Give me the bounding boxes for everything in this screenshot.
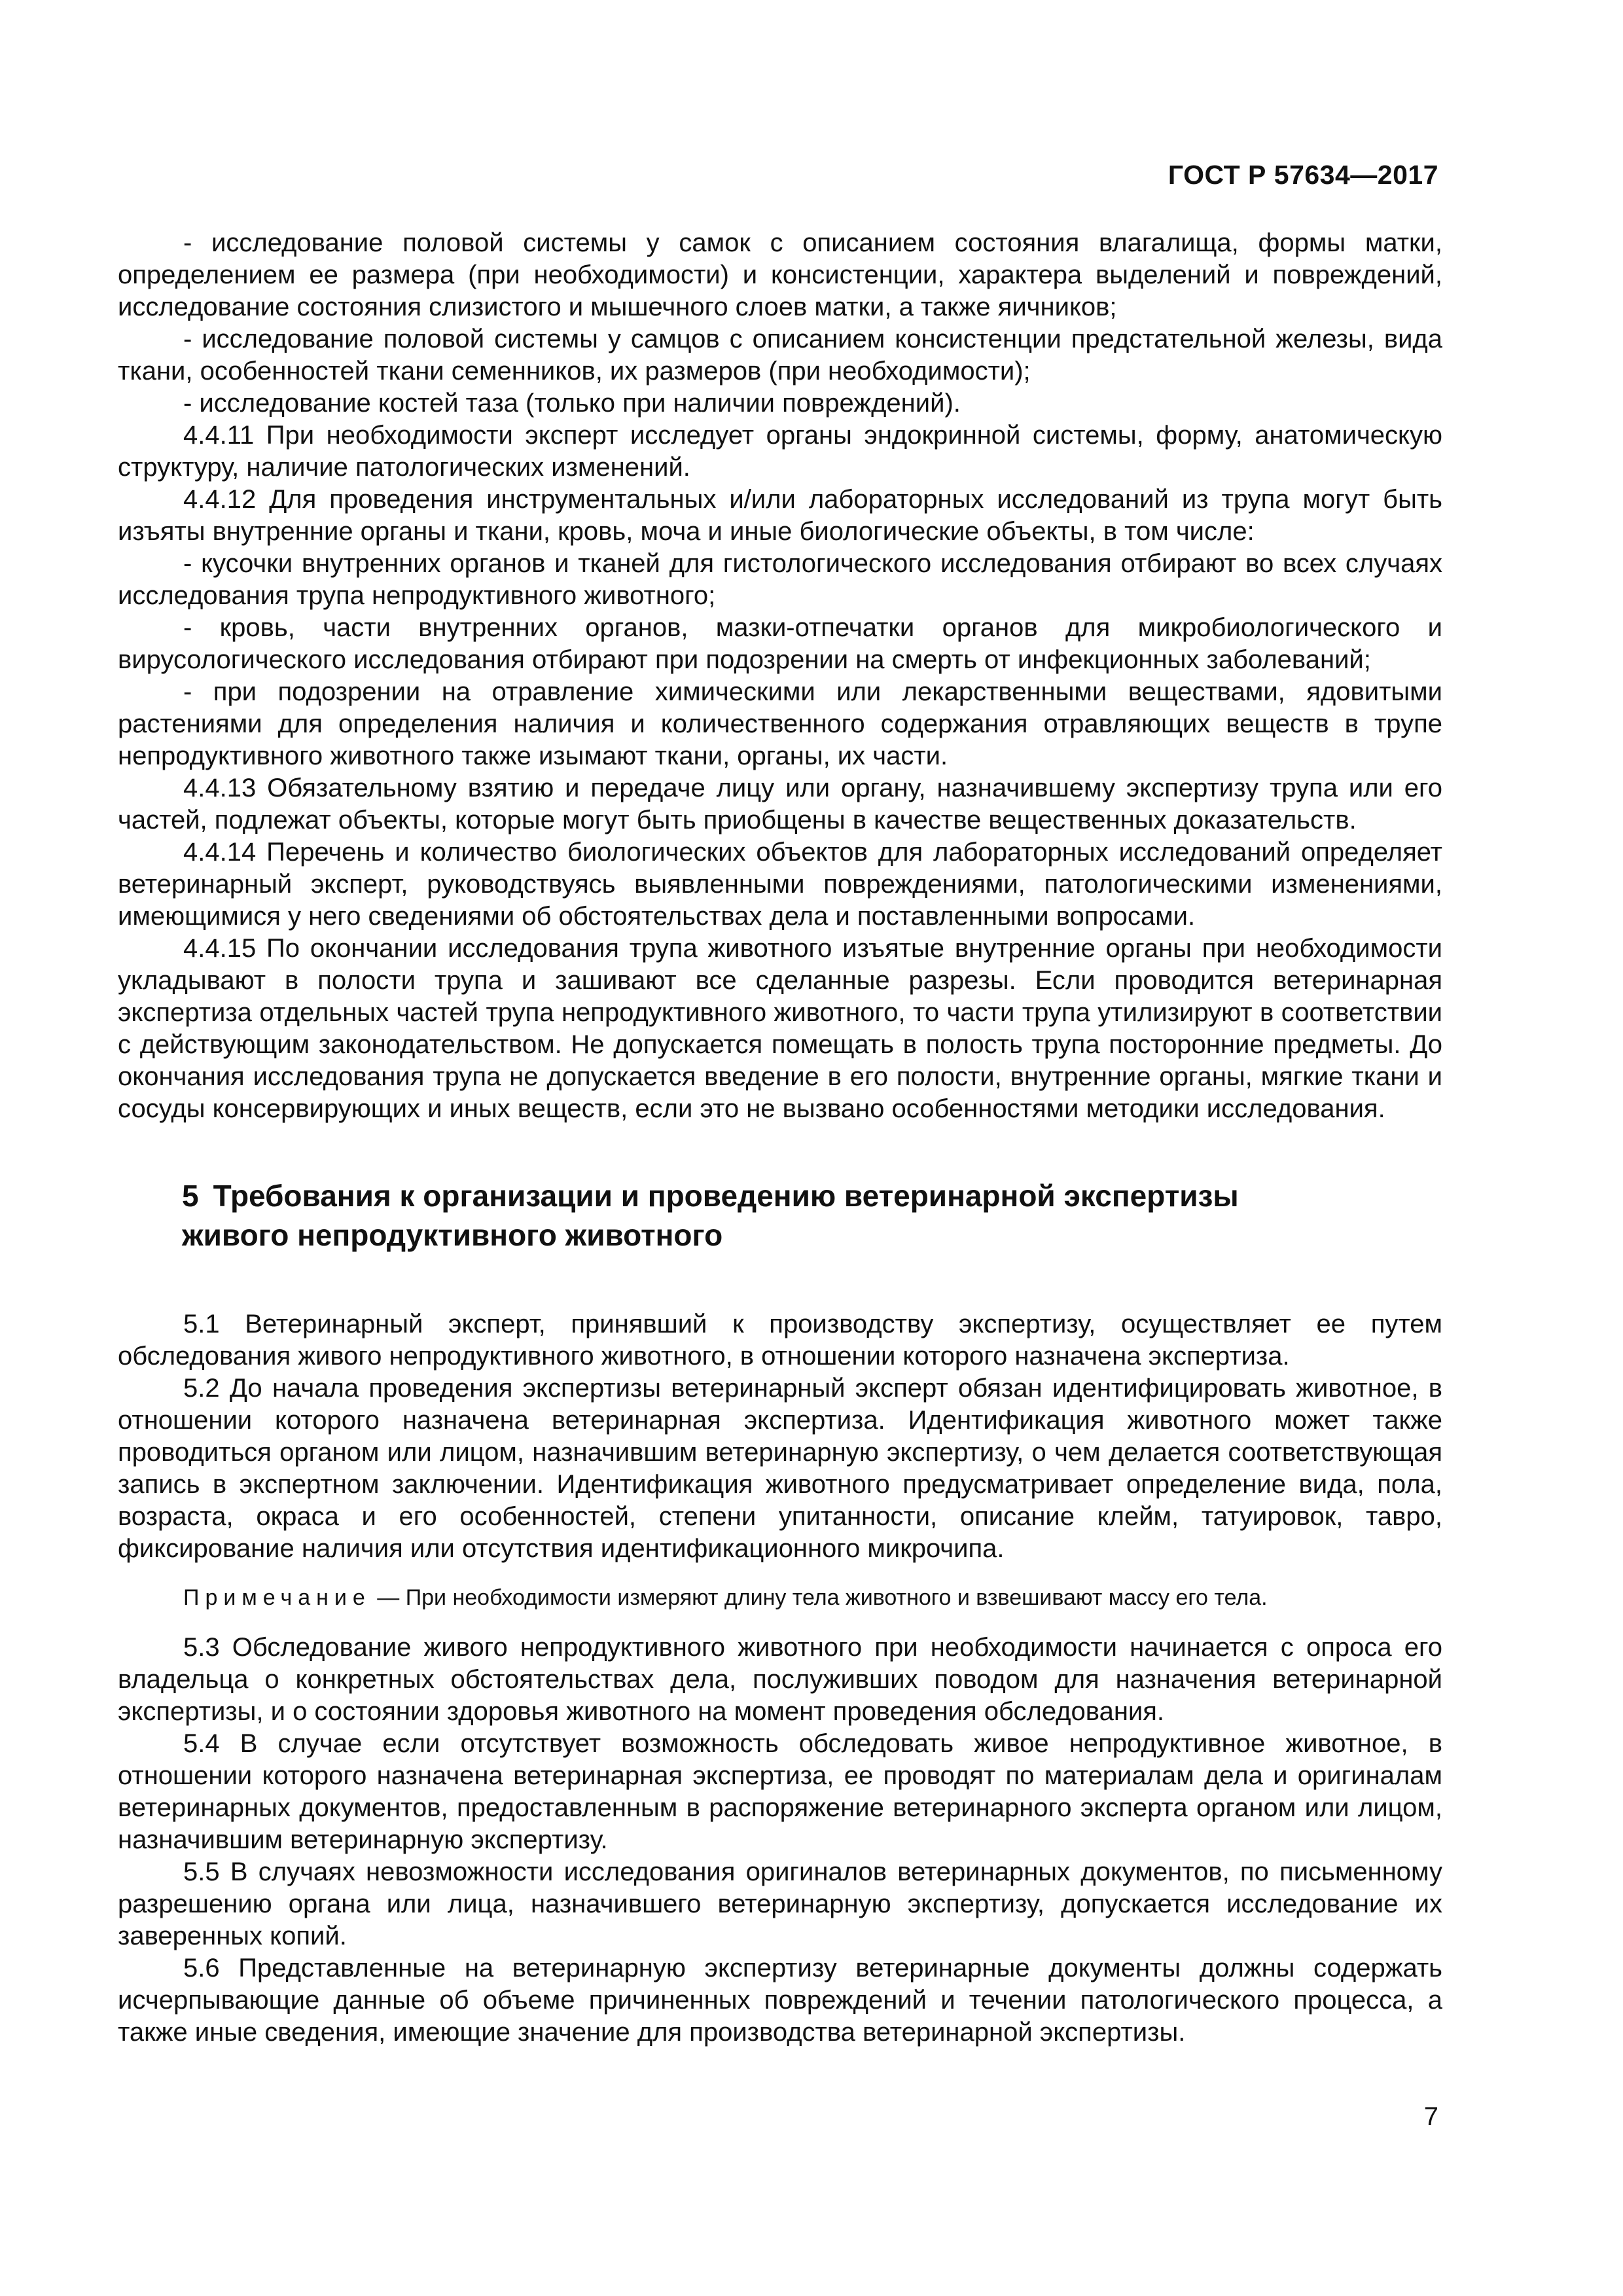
clause-4-4-15: 4.4.15 По окончании исследования трупа животного изъятые внутренние органы при необходимости укладывают в полости трупа и зашивают все сделанные разрезы. Если проводится ветеринарная экспертиза отдельных частей трупа непродуктивного животного, то части трупа утилизируют в соответствии с действующим законодательством. Не допускается помещать в полость трупа посторонние предметы. До окончания исследования трупа не допускается введение в его полости, внутренние органы, мягкие ткани и сосуды консервирующих и иных веществ, если это не вызвано особенностями методики исследования. (118, 934, 1442, 1123)
list-item-microbiology-samples: - кровь, части внутренних органов, мазки-отпечатки органов для микробиологического и вирусологического исследования отбирают при подозрении на смерть от инфекционных заболеваний; (118, 613, 1442, 674)
note (118, 1583, 1442, 1612)
clause-4-4-12: 4.4.12 Для проведения инструментальных и/или лабораторных исследований из трупа могут быть изъяты внутренние органы и ткани, кровь, моча и иные биологические объекты, в том числе: (118, 485, 1442, 546)
clause-5-5: 5.5 В случаях невозможности исследования оригиналов ветеринарных документов, по письменному разрешению органа или лица, назначившего ветеринарную экспертизу, допускается исследование их заверенных копий. (118, 1857, 1442, 1950)
page-number: 7 (1423, 2102, 1438, 2131)
section-title-part-1: Требования к организации и проведению ветеринарной экспертизы (213, 1179, 1239, 1213)
paragraph-male-reproductive-exam: - исследование половой системы у самцов с описанием консистенции предстательной железы, вида ткани, особенностей ткани семенников, их размеров (при необходимости); (118, 325, 1442, 386)
clause-5-2: 5.2 До начала проведения экспертизы ветеринарный эксперт обязан идентифицировать животное, в отношении которого назначена ветеринарная экспертиза. Идентификация животного может также проводиться органом или лицом, назначившим ветеринарную экспертизу, о чем делается соответствующая запись в экспертном заключении. Идентификация животного предусматривает определение вида, пола, возраста, окраса и его особенностей, степени упитанности, описание клейм, татуировок, тавро, фиксирование наличия или отсутствия идентификационного микрочипа. (118, 1374, 1442, 1563)
clause-4-4-11: 4.4.11 При необходимости эксперт исследует органы эндокринной системы, форму, анатомическую структуру, наличие патологических изменений. (118, 421, 1442, 482)
clause-5-1: 5.1 Ветеринарный эксперт, принявший к производству экспертизу, осуществляет ее путем обследования живого непродуктивного животного, в отношении которого назначена экспертиза. (118, 1310, 1442, 1371)
section-title-part-2: живого непродуктивного животного (182, 1218, 723, 1252)
paragraph-female-reproductive-exam: - исследование половой системы у самок с описанием состояния влагалища, формы матки, определением ее размера (при необходимости) и консистенции, характера выделений и повреждений, исследование состояния слизистого и мышечного слоев матки, а также яичников; (118, 228, 1442, 321)
clause-5-6: 5.6 Представленные на ветеринарную экспертизу ветеринарные документы должны содержать исчерпывающие данные об объеме причиненных повреждений и течении патологического процесса, а также иные сведения, имеющие значение для производства ветеринарной экспертизы. (118, 1954, 1442, 2047)
clause-5-3: 5.3 Обследование живого непродуктивного животного при необходимости начинается с опроса его владельца о конкретных обстоятельствах дела, послуживших поводом для назначения ветеринарной экспертизы, и о состоянии здоровья животного на момент проведения обследования. (118, 1633, 1442, 1726)
list-item-poisoning-samples: - при подозрении на отравление химическими или лекарственными веществами, ядовитыми растениями для определения наличия и количественного содержания отравляющих веществ в трупе непродуктивного животного также изымают ткани, органы, их части. (118, 677, 1442, 770)
document-standard-header: ГОСТ Р 57634—2017 (1168, 160, 1438, 190)
section-5-heading (118, 1176, 1442, 1255)
paragraph-pelvic-bones-exam: - исследование костей таза (только при наличии повреждений). (183, 389, 961, 418)
section-number: 5 (182, 1179, 199, 1213)
note-label: Примечание (183, 1585, 371, 1610)
note-text: При необходимости измеряют длину тела животного и взвешивают массу его тела. (405, 1585, 1268, 1610)
document-body (118, 227, 1442, 2049)
section-5-heading-line-1 (182, 1176, 1442, 1215)
clause-4-4-14: 4.4.14 Перечень и количество биологических объектов для лабораторных исследований определяет ветеринарный эксперт, руководствуясь выявленными повреждениями, патологическими изменениями, имеющимися у него сведениями об обстоятельствах дела и поставленными вопросами. (118, 838, 1442, 931)
note-dash: — (370, 1585, 406, 1610)
list-item-histology-samples: - кусочки внутренних органов и тканей для гистологического исследования отбирают во всех случаях исследования трупа непродуктивного животного; (118, 549, 1442, 610)
clause-5-4: 5.4 В случае если отсутствует возможность обследовать живое непродуктивное животное, в отношении которого назначена ветеринарная экспертиза, ее проводят по материалам дела и оригиналам ветеринарных документов, предоставленным в распоряжение ветеринарного эксперта органом или лицом, назначившим ветеринарную экспертизу. (118, 1729, 1442, 1854)
clause-4-4-13: 4.4.13 Обязательному взятию и передаче лицу или органу, назначившему экспертизу трупа или его частей, подлежат объекты, которые могут быть приобщены в качестве вещественных доказательств. (118, 774, 1442, 834)
